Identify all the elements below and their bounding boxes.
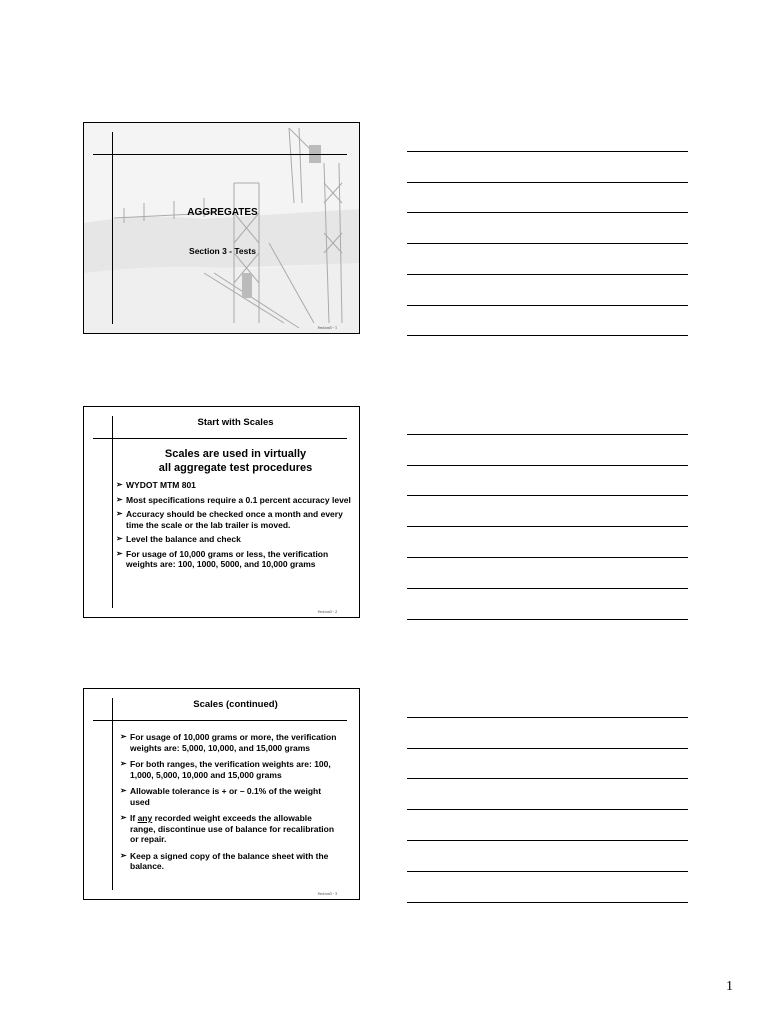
- note-line: [407, 335, 688, 336]
- vertical-rule: [112, 416, 113, 608]
- note-line: [407, 212, 688, 213]
- slide-title: Start with Scales: [197, 417, 274, 428]
- bullet-item: ➢ Accuracy should be checked once a month and every time the scale or the lab trailer is moved.: [116, 509, 351, 530]
- note-line: [407, 840, 688, 841]
- note-line: [407, 871, 688, 872]
- bullet-item: ➢ Most specifications require a 0.1 percent accuracy level: [116, 495, 351, 506]
- divider-line: [93, 154, 347, 155]
- note-line: [407, 182, 688, 183]
- slide-3: [83, 688, 360, 900]
- lead-text-line2: all aggregate test procedures: [158, 462, 313, 474]
- note-line: [407, 151, 688, 152]
- note-line: [407, 717, 688, 718]
- slide-title: Scales (continued): [193, 699, 278, 710]
- bullet-item: [120, 813, 339, 845]
- note-line: [407, 902, 688, 903]
- note-line: [407, 778, 688, 779]
- slide-2: [83, 406, 360, 618]
- note-line: [407, 495, 688, 496]
- vertical-rule: [112, 132, 113, 324]
- bullet-item: ➢ Keep a signed copy of the balance sheet with the balance.: [120, 851, 339, 872]
- note-line: [407, 588, 688, 589]
- slide-subtitle: Section 3 - Tests: [189, 246, 256, 256]
- note-line: [407, 619, 688, 620]
- bullet-text-post: recorded weight exceeds the allowable range, discontinue use of balance for recalibration or repair.: [130, 813, 335, 844]
- bullet-text-underlined: any: [137, 813, 153, 823]
- divider-line: [93, 438, 347, 439]
- bullet-item: ➢ Allowable tolerance is + or – 0.1% of the weight used: [120, 786, 339, 807]
- slide-number: Section3 - 3: [317, 891, 337, 896]
- note-line: [407, 809, 688, 810]
- bullet-list: [116, 480, 351, 575]
- bullet-list: [120, 732, 339, 877]
- note-line: [407, 557, 688, 558]
- bullet-item: ➢ Level the balance and check: [116, 534, 351, 545]
- slide-1: [83, 122, 360, 334]
- divider-line: [93, 720, 347, 721]
- bullet-item: ➢ For usage of 10,000 grams or more, the verification weights are: 5,000, 10,000, and 15,000 grams: [120, 732, 339, 753]
- bullet-text-pre: If: [130, 813, 138, 823]
- bullet-item: ➢ WYDOT MTM 801: [116, 480, 351, 491]
- note-line: [407, 748, 688, 749]
- bullet-item: ➢ For usage of 10,000 grams or less, the verification weights are: 100, 1000, 5000, and 10,000 grams: [116, 549, 351, 570]
- lead-text-line1: Scales are used in virtually: [164, 448, 307, 460]
- page-number: 1: [726, 979, 733, 994]
- vertical-rule: [112, 698, 113, 890]
- note-line: [407, 526, 688, 527]
- note-line: [407, 243, 688, 244]
- note-line: [407, 465, 688, 466]
- note-line: [407, 274, 688, 275]
- note-line: [407, 305, 688, 306]
- note-line: [407, 434, 688, 435]
- bullet-item: ➢ For both ranges, the verification weights are: 100, 1,000, 5,000, 10,000 and 15,000 grams: [120, 759, 339, 780]
- slide-number: Section3 - 2: [317, 609, 337, 614]
- slide-number: Section3 - 1: [317, 325, 337, 330]
- slide-title: AGGREGATES: [187, 207, 258, 218]
